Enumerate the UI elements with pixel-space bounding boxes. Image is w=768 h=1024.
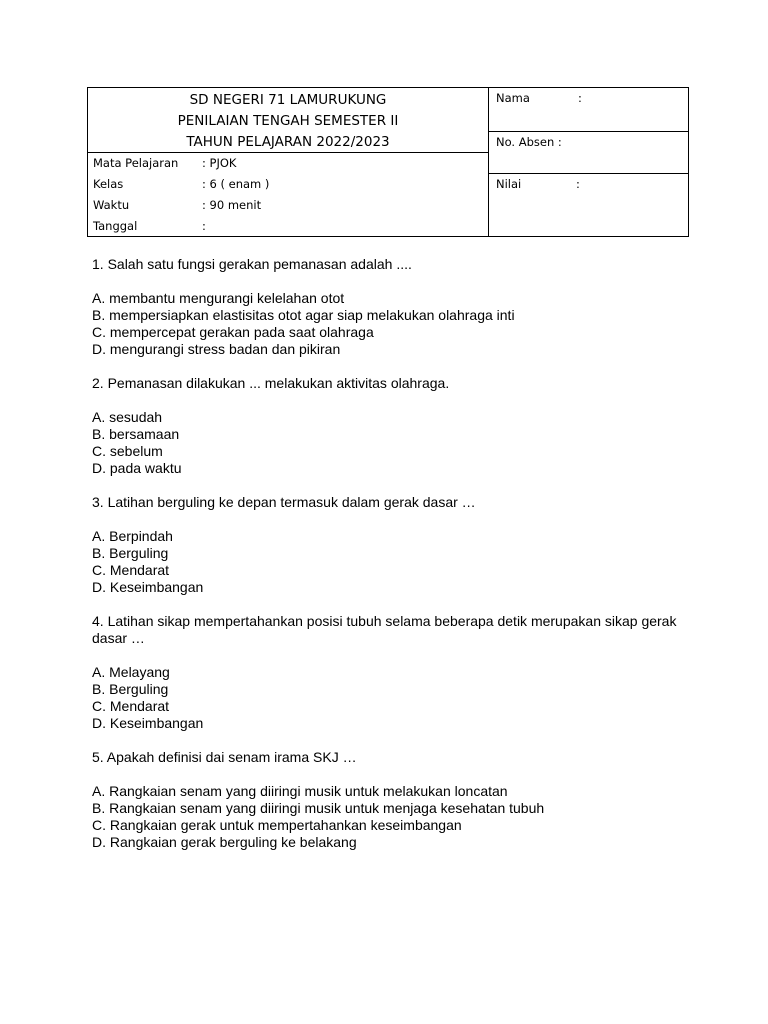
answer-option: D. Rangkaian gerak berguling ke belakang <box>92 834 357 850</box>
date-value: : <box>202 219 206 233</box>
time-value: : 90 menit <box>202 198 262 212</box>
answer-option: B. bersamaan <box>92 426 180 442</box>
name-label: Nama <box>496 91 530 105</box>
name-colon: : <box>578 91 582 105</box>
name-field-cell[interactable] <box>489 88 688 132</box>
info-row-date <box>88 216 488 237</box>
school-title-block <box>88 88 488 153</box>
academic-year: TAHUN PELAJARAN 2022/2023 <box>186 134 390 150</box>
question-item <box>92 256 692 358</box>
subject-label: Mata Pelajaran <box>93 156 179 170</box>
answer-option: D. Keseimbangan <box>92 715 204 731</box>
answer-option: C. Rangkaian gerak untuk mempertahankan keseimbangan <box>92 817 462 833</box>
absence-number-field-cell[interactable] <box>489 132 688 174</box>
answer-option: A. membantu mengurangi kelelahan otot <box>92 290 345 306</box>
time-label: Waktu <box>93 198 130 212</box>
absence-number-label: No. Absen : <box>496 135 562 149</box>
question-text: 5. Apakah definisi dai senam irama SKJ … <box>92 749 357 765</box>
answer-option: A. Melayang <box>92 664 170 680</box>
info-row-subject <box>88 153 488 174</box>
answer-option: B. mempersiapkan elastisitas otot agar siap melakukan olahraga inti <box>92 307 515 323</box>
info-row-time <box>88 195 488 216</box>
answer-option: D. mengurangi stress badan dan pikiran <box>92 341 341 357</box>
answer-option: D. Keseimbangan <box>92 579 204 595</box>
score-label: Nilai <box>496 177 522 191</box>
answer-option: A. Rangkaian senam yang diiringi musik untuk melakukan loncatan <box>92 783 508 799</box>
exam-header-table <box>87 87 689 237</box>
answer-option: C. Mendarat <box>92 698 170 714</box>
score-field-cell[interactable] <box>489 174 688 236</box>
exam-info-rows <box>88 153 488 237</box>
info-row-class <box>88 174 488 195</box>
question-text: 3. Latihan berguling ke depan termasuk dalam gerak dasar … <box>92 494 476 510</box>
answer-option: B. Rangkaian senam yang diiringi musik untuk menjaga kesehatan tubuh <box>92 800 545 816</box>
answer-option: C. mempercepat gerakan pada saat olahraga <box>92 324 374 340</box>
date-label: Tanggal <box>93 219 138 233</box>
class-label: Kelas <box>93 177 124 191</box>
answer-option: A. sesudah <box>92 409 163 425</box>
answer-option: B. Berguling <box>92 545 169 561</box>
answer-option: B. Berguling <box>92 681 169 697</box>
school-name: SD NEGERI 71 LAMURUKUNG <box>189 92 387 108</box>
question-item <box>92 375 692 477</box>
question-item <box>92 494 692 596</box>
question-text: 4. Latihan sikap mempertahankan posisi tubuh selama beberapa detik merupakan sikap gerak dasar … <box>92 613 677 646</box>
answer-option: C. Mendarat <box>92 562 170 578</box>
question-item <box>92 613 692 732</box>
answer-option: D. pada waktu <box>92 460 182 476</box>
subject-value: : PJOK <box>202 156 237 170</box>
exam-name: PENILAIAN TENGAH SEMESTER II <box>177 113 399 129</box>
question-text: 1. Salah satu fungsi gerakan pemanasan adalah .... <box>92 256 412 272</box>
score-colon: : <box>576 177 580 191</box>
question-text: 2. Pemanasan dilakukan ... melakukan aktivitas olahraga. <box>92 375 450 391</box>
question-list <box>92 256 692 868</box>
answer-option: A. Berpindah <box>92 528 173 544</box>
question-item <box>92 749 692 851</box>
answer-option: C. sebelum <box>92 443 163 459</box>
class-value: : 6 ( enam ) <box>202 177 270 191</box>
